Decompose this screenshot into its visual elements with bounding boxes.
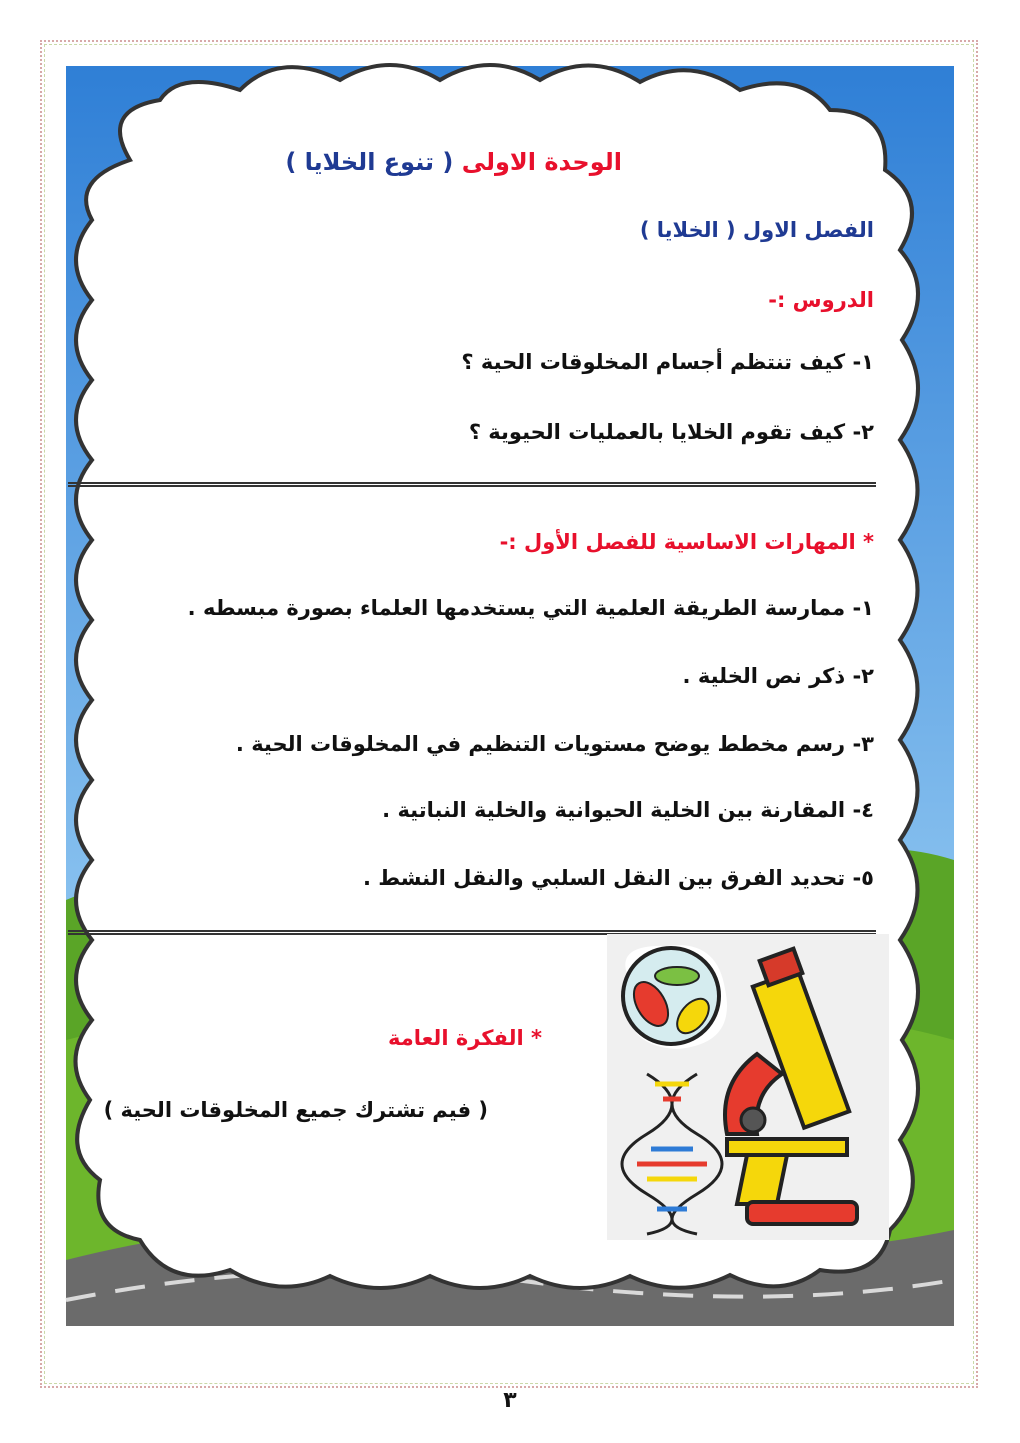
skill-item: ٥- تحديد الفرق بين النقل السلبي والنقل النشط . — [362, 866, 874, 890]
skill-item: ٣- رسم مخطط يوضح مستويات التنظيم في المخلوقات الحية . — [235, 732, 874, 756]
skill-item: ٢- ذكر نص الخلية . — [682, 664, 874, 688]
big-idea-heading: * الفكرة العامة — [387, 1026, 542, 1050]
microscope-dna-bacteria-icon — [607, 934, 889, 1240]
divider — [68, 482, 876, 487]
unit-title — [285, 148, 622, 176]
lesson-item: ١- كيف تنتظم أجسام المخلوقات الحية ؟ — [461, 350, 874, 374]
big-idea-text: ( فيم تشترك جميع المخلوقات الحية ) — [103, 1098, 488, 1122]
chapter-title: الفصل الاول ( الخلايا ) — [639, 218, 874, 242]
page-number: ٣ — [503, 1388, 517, 1413]
lessons-heading: الدروس :- — [768, 288, 874, 312]
unit-title-label: الوحدة الاولى — [461, 148, 622, 176]
skills-heading: * المهارات الاساسية للفصل الأول :- — [499, 530, 874, 554]
skill-item: ٤- المقارنة بين الخلية الحيوانية والخلية النباتية . — [382, 798, 874, 822]
lesson-item: ٢- كيف تقوم الخلايا بالعمليات الحيوية ؟ — [468, 420, 874, 444]
skill-item: ١- ممارسة الطريقة العلمية التي يستخدمها العلماء بصورة مبسطه . — [187, 596, 874, 620]
unit-title-topic: ( تنوع الخلايا ) — [285, 148, 454, 176]
